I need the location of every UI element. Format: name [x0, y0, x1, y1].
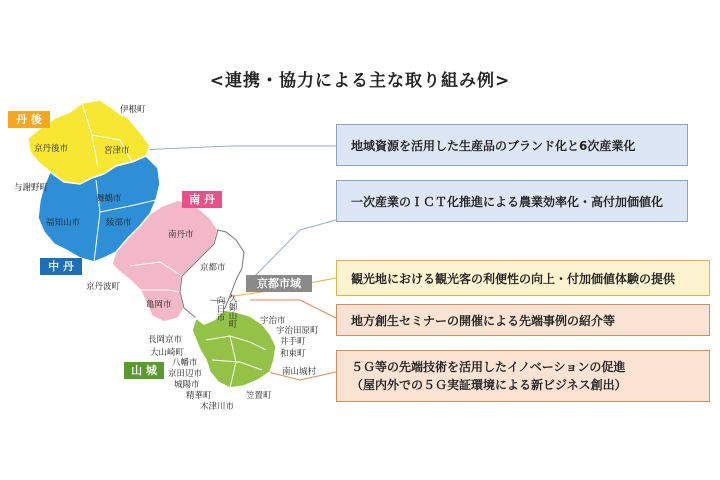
- city-label-ayabe: 綾部市: [106, 218, 132, 228]
- badge-yamashiro: 山 城: [124, 362, 164, 379]
- city-label-seika: 精華町: [186, 391, 212, 401]
- city-label-kyoto: 京都市: [200, 263, 226, 273]
- example-box-5: [336, 350, 710, 402]
- city-label-joyo: 城陽市: [174, 380, 200, 390]
- city-label-ide: 井手町: [280, 337, 306, 347]
- city-label-kizugawa: 木津川市: [200, 402, 235, 412]
- city-label-ujitawara: 宇治田原町: [276, 326, 319, 336]
- city-label-nagaokakyo: 長岡京市: [148, 335, 183, 345]
- example-box-1: [336, 124, 688, 166]
- badge-nantan: 南 丹: [182, 191, 222, 208]
- badge-tango: 丹 後: [8, 111, 50, 128]
- city-label-kameoka: 亀岡市: [146, 300, 172, 310]
- callout-line-1: [137, 146, 336, 150]
- city-label-yawata: 八幡市: [172, 358, 198, 368]
- city-label-ine: 伊根町: [120, 105, 146, 115]
- example-box-4: [336, 304, 710, 336]
- example-text-2: 一次産業のＩＣＴ化推進による農業効率化・高付加価値化: [351, 194, 664, 209]
- city-label-kasagi: 笠置町: [246, 391, 272, 401]
- badge-chutan: 中 丹: [40, 258, 82, 275]
- city-label-kyotanabe: 京田辺市: [168, 369, 203, 379]
- city-label-muko: 向日市: [215, 296, 225, 322]
- example-text-3: 観光地における観光客の利便性の向上・付加価値体験の提供: [351, 271, 676, 286]
- city-label-uji: 宇治市: [260, 316, 286, 326]
- example-text-5: ５Ｇ等の先端技術を活用したイノベーションの促進: [351, 360, 626, 374]
- city-label-fukuchiyama: 福知山市: [46, 218, 81, 228]
- city-label-minamiyamashiro: 南山城村: [282, 367, 317, 377]
- city-label-kumiyama: 久御山町: [227, 294, 237, 328]
- city-label-yosano: 与謝野町: [14, 183, 49, 193]
- city-label-kyotamba: 京丹波町: [86, 282, 121, 292]
- example-box-2: [336, 180, 688, 222]
- city-label-maizuru: 舞鶴市: [96, 194, 122, 204]
- example-text-4: 地方創生セミナーの開催による先端事例の紹介等: [351, 313, 616, 328]
- city-label-miyazu: 宮津市: [104, 146, 130, 156]
- city-label-kyotango: 京丹後市: [34, 144, 69, 154]
- city-label-wazuka: 和束町: [280, 349, 306, 359]
- callout-line-2: [248, 220, 336, 283]
- example-box-3: [336, 260, 710, 296]
- page-title: <連携・協力による主な取り組み例>: [209, 71, 511, 91]
- badge-kyoto-city: 京都市域: [246, 275, 312, 292]
- example-text-6: （屋内外での５Ｇ実証環境による新ビジネス創出）: [351, 378, 627, 392]
- city-label-nantan: 南丹市: [168, 230, 194, 240]
- example-text-1: 地域資源を活用した生産品のブランド化と6次産業化: [351, 138, 636, 153]
- city-label-oyamazaki: 大山崎町: [150, 348, 185, 358]
